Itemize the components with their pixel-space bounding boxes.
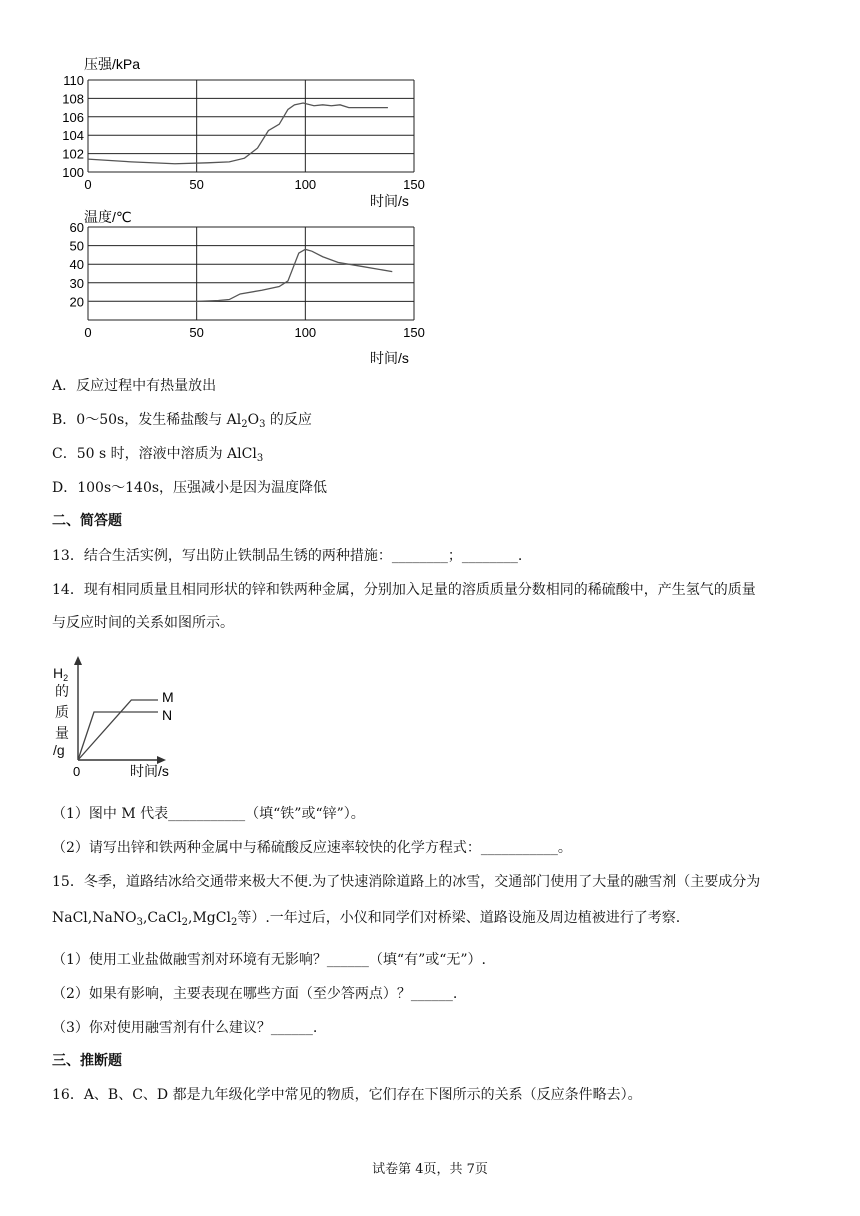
y-tick-label: 40 <box>69 257 84 273</box>
pressure-xlabel: 时间/s <box>370 193 409 209</box>
temperature-series-line <box>88 249 392 301</box>
pressure-ylabel: 压强/kPa <box>84 56 141 72</box>
y-tick-label: 110 <box>63 73 84 88</box>
question-15-sub-3: （3）你对使用融雪剂有什么建议？______. <box>52 1020 318 1036</box>
x-tick-label: 150 <box>403 177 425 192</box>
svg-text:H2: $H_2$ <box>53 665 69 683</box>
x-tick-label: 50 <box>189 177 204 192</box>
x-tick-label: 50 <box>189 325 204 340</box>
page-footer: 试卷第 4页，共 7页 <box>372 1162 488 1177</box>
y-tick-label: 30 <box>69 275 84 291</box>
option-b: B．0～50s，发生稀盐酸与 $Al_2O_3$ 的反应 <box>52 412 312 430</box>
hydrogen-xlabel: 时间/s <box>130 763 169 779</box>
svg-text:/g: /g <box>53 742 65 758</box>
temperature-chart <box>50 205 450 370</box>
x-tick-label: 100 <box>294 325 317 340</box>
question-13: 13．结合生活实例，写出防止铁制品生锈的两种措施：________；________. <box>52 548 523 564</box>
question-15-line-1: 15．冬季，道路结冰给交通带来极大不便.为了快速消除道路上的冰雪，交通部门使用了大量的融雪剂（主要成分为 <box>52 874 761 890</box>
series-m-line <box>78 700 158 760</box>
pressure-series-line <box>88 103 388 164</box>
series-n-label: N <box>162 707 173 723</box>
x-tick-label: 150 <box>403 325 425 340</box>
question-14-line-1: 14．现有相同质量且相同形状的锌和铁两种金属，分别加入足量的溶质质量分数相同的稀硫酸中，产生氢气的质量 <box>52 582 756 598</box>
y-tick-label: 108 <box>62 91 84 107</box>
x-tick-label: 0 <box>84 325 92 340</box>
origin-label: 0 <box>73 764 81 779</box>
y-tick-label: 106 <box>62 109 84 125</box>
question-14-line-2: 与反应时间的关系如图所示。 <box>52 615 234 631</box>
y-tick-label: 50 <box>69 238 84 254</box>
y-tick-label: 104 <box>62 128 84 144</box>
hydrogen-ylabel <box>53 665 69 758</box>
pressure-chart <box>50 50 450 210</box>
section-heading-inference: 三、推断题 <box>52 1053 122 1069</box>
question-15-sub-1: （1）使用工业盐做融雪剂对环境有无影响？______（填“有”或“无”）. <box>52 952 486 968</box>
question-14-sub-2: （2）请写出锌和铁两种金属中与稀硫酸反应速率较快的化学方程式：___________。 <box>52 840 572 856</box>
y-tick-label: 102 <box>62 146 84 162</box>
series-n-line <box>78 712 158 760</box>
section-heading-short-answer: 二、简答题 <box>52 513 122 529</box>
series-m-label: M <box>162 689 174 705</box>
question-15-line-2: NaCl,NaNO$_3$,CaCl$_2$,MgCl$_2$等）.一年过后，小仪和同学们对桥梁、道路设施及周边植被进行了考察. <box>52 910 681 928</box>
question-14-sub-1: （1）图中 M 代表___________（填“铁”或“锌”）。 <box>52 806 365 822</box>
x-tick-label: 100 <box>294 177 317 192</box>
y-tick-label: 100 <box>62 165 84 180</box>
svg-text:量: 量 <box>55 725 69 741</box>
option-a: A．反应过程中有热量放出 <box>52 378 217 394</box>
svg-text:质: 质 <box>55 704 69 720</box>
temperature-ylabel: 温度/℃ <box>84 209 132 225</box>
hydrogen-mass-chart <box>48 650 198 785</box>
temperature-xlabel: 时间/s <box>370 350 409 366</box>
question-15-sub-2: （2）如果有影响，主要表现在哪些方面（至少答两点）？______. <box>52 986 458 1002</box>
option-c: C．50 s 时，溶液中溶质为 AlCl$_3$ <box>52 446 264 464</box>
svg-text:的: 的 <box>55 683 69 699</box>
y-tick-label: 20 <box>69 294 84 310</box>
question-16: 16．A、B、C、D 都是九年级化学中常见的物质，它们存在下图所示的关系（反应条件略去）。 <box>52 1087 642 1103</box>
option-d: D．100s～140s，压强减小是因为温度降低 <box>52 480 328 496</box>
y-tick-label: 60 <box>69 220 84 235</box>
x-tick-label: 0 <box>84 177 92 192</box>
